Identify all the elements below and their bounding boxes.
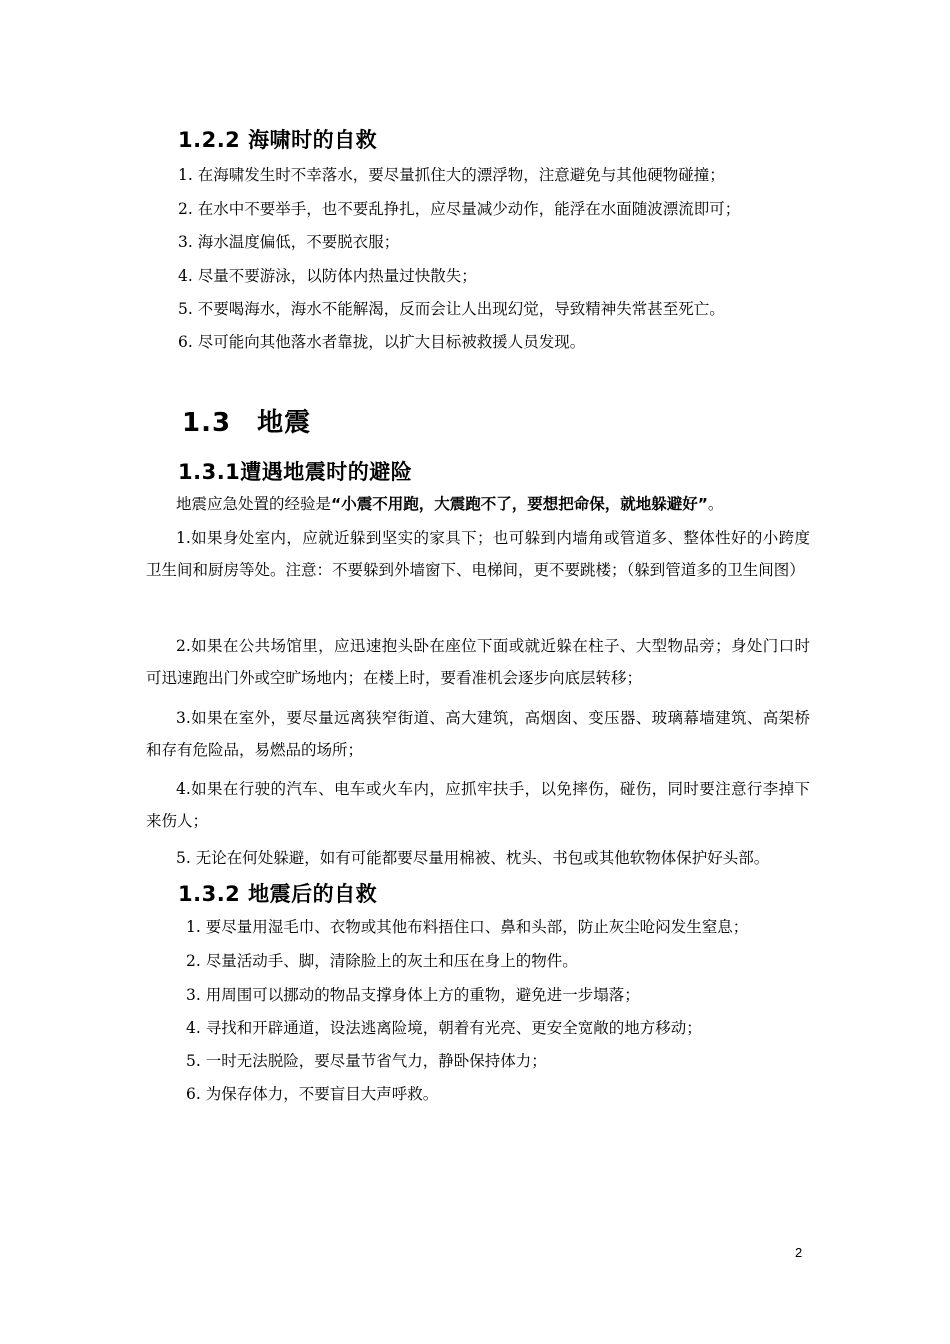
intro-quote: “小震不用跑，大震跑不了，要想把命保，就地躲避好” xyxy=(331,495,708,513)
list-item: 2. 在水中不要举手，也不要乱挣扎，应尽量减少动作，能浮在水面随波漂流即可； xyxy=(178,200,741,218)
list-item: 1. 在海啸发生时不幸落水，要尽量抓住大的漂浮物，注意避免与其他硬物碰撞； xyxy=(178,166,725,184)
paragraph: 2.如果在公共场馆里，应迅速抱头卧在座位下面或就近躲在柱子、大型物品旁；身处门口时可迅速跑出门外或空旷场地内；在楼上时，要看准机会逐步向底层转移； xyxy=(146,637,810,687)
intro-paragraph xyxy=(176,494,723,514)
list-item: 2. 尽量活动手、脚，清除脸上的灰土和压在身上的物件。 xyxy=(186,952,578,970)
list-item: 6. 尽可能向其他落水者靠拢，以扩大目标被救援人员发现。 xyxy=(178,333,586,351)
intro-suffix: 。 xyxy=(707,495,724,513)
section-title: 地震 xyxy=(257,408,312,438)
heading-1-2-2: 1.2.2 海啸时的自救 xyxy=(178,128,378,152)
section-number: 1.3 xyxy=(182,408,232,438)
list-item: 6. 为保存体力，不要盲目大声呼救。 xyxy=(186,1085,439,1103)
list-item: 4. 尽量不要游泳，以防体内热量过快散失； xyxy=(178,267,477,285)
list-item: 4. 寻找和开辟通道，设法逃离险境，朝着有光亮、更安全宽敞的地方移动； xyxy=(186,1019,702,1037)
page-number: 2 xyxy=(795,1245,803,1260)
list-item: 3. 用周围可以挪动的物品支撑身体上方的重物，避免进一步塌落； xyxy=(186,986,640,1004)
paragraph: 4.如果在行驶的汽车、电车或火车内，应抓牢扶手，以免摔伤，碰伤，同时要注意行李掉下来伤人； xyxy=(146,780,810,830)
paragraph: 5. 无论在何处躲避，如有可能都要尽量用棉被、枕头、书包或其他软物体保护好头部。 xyxy=(176,849,770,867)
heading-1-3 xyxy=(182,402,311,439)
list-item: 3. 海水温度偏低，不要脱衣服； xyxy=(178,233,400,251)
heading-1-3-1: 1.3.1遭遇地震时的避险 xyxy=(178,460,413,484)
paragraph: 1.如果身处室内，应就近躲到坚实的家具下；也可躲到内墙角或管道多、整体性好的小跨度卫生间和厨房等处。注意：不要躲到外墙窗下、电梯间，更不要跳楼；（躲到管道多的卫生间图） xyxy=(146,529,810,579)
heading-1-3-2: 1.3.2 地震后的自救 xyxy=(178,882,378,906)
intro-prefix: 地震应急处置的经验是 xyxy=(176,495,332,513)
list-item: 5. 一时无法脱险，要尽量节省气力，静卧保持体力； xyxy=(186,1052,547,1070)
list-item: 1. 要尽量用湿毛巾、衣物或其他布料捂住口、鼻和头部，防止灰尘呛闷发生窒息； xyxy=(186,918,749,936)
list-item: 5. 不要喝海水，海水不能解渴，反而会让人出现幻觉，导致精神失常甚至死亡。 xyxy=(178,300,725,318)
paragraph: 3.如果在室外，要尽量远离狭窄街道、高大建筑，高烟囱、变压器、玻璃幕墙建筑、高架桥和存有危险品，易燃品的场所； xyxy=(146,709,810,759)
